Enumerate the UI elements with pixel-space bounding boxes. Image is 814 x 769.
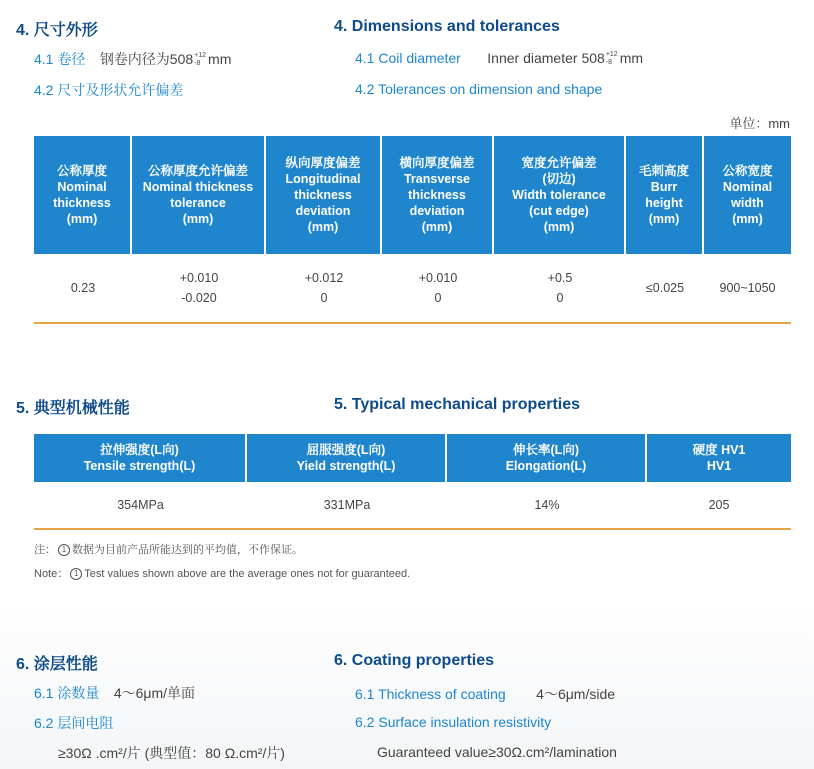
note-en-text: Test values shown above are the average ones not for guaranteed. (84, 568, 411, 580)
header-line: HV1 (706, 459, 732, 473)
header-line: Burr (650, 180, 678, 194)
insulation-resistance-cn-label: 6.2 层间电阻 (34, 715, 114, 731)
coating-thickness-en (355, 684, 615, 704)
table-row (34, 482, 791, 530)
header-line: Width tolerance (512, 188, 606, 202)
header-width-tolerance (494, 136, 626, 254)
cell-line: ≤0.025 (645, 281, 685, 295)
coil-diameter-cn-label: 4.1 卷径 (34, 51, 86, 67)
header-line: 毛刺高度 (638, 164, 689, 178)
coating-thickness-en-value: 4～6μm/side (536, 686, 616, 702)
circled-number: 1 (58, 544, 70, 556)
tol-plus: +12 (605, 50, 618, 58)
header-line: (mm) (182, 212, 214, 226)
table-row (34, 254, 791, 324)
coating-thickness-cn-value: 4～6μm/单面 (113, 685, 196, 701)
tol-minus: -8 (605, 58, 613, 66)
header-line: thickness (294, 188, 352, 202)
header-line: Tensile strength(L) (83, 459, 196, 473)
header-line: width (731, 196, 764, 210)
cell-line: 0 (434, 291, 442, 305)
cell-yield-strength: 331MPa (247, 482, 447, 530)
section-4-title-cn: 4. 尺寸外形 (16, 22, 98, 39)
header-line: (cut edge) (529, 204, 589, 218)
section-6-title-en: 6. Coating properties (334, 652, 495, 669)
note-cn (34, 541, 303, 557)
cell-line: 0 (556, 291, 564, 305)
cell-longitudinal-deviation (266, 254, 382, 324)
cell-width-tolerance (494, 254, 626, 324)
header-line: 伸长率(L向) (513, 443, 579, 457)
header-line: (mm) (732, 212, 763, 226)
header-line: Longitudinal (285, 172, 361, 186)
header-transverse-deviation (382, 136, 494, 254)
header-line: 公称厚度 (56, 164, 107, 178)
cell-line: -0.020 (181, 291, 217, 305)
header-line: Nominal (722, 180, 773, 194)
header-line: 公称厚度允许偏差 (147, 164, 248, 178)
note-cn-prefix: 注： (34, 544, 56, 556)
note-cn-text: 数据为目前产品所能达到的平均值，不作保证。 (72, 544, 303, 556)
cell-line: +0.012 (304, 271, 344, 285)
circled-number: 1 (70, 568, 82, 580)
coil-tolerance-cn (194, 52, 206, 68)
header-burr-height (626, 136, 704, 254)
header-line: (mm) (648, 212, 680, 226)
header-line: (mm) (421, 220, 453, 234)
header-line: Yield strength(L) (296, 459, 396, 473)
header-line: Transverse (403, 172, 471, 186)
cell-thickness-tolerance (132, 254, 266, 324)
insulation-resistivity-en-label: 6.2 Surface insulation resistivity (355, 714, 552, 730)
header-tensile-strength (34, 434, 247, 482)
header-line: (切边) (542, 172, 576, 186)
note-en (34, 565, 410, 581)
header-line: (mm) (307, 220, 339, 234)
cell-line: 0 (320, 291, 328, 305)
header-line: (mm) (66, 212, 98, 226)
coil-diameter-cn-text: 钢卷内径为508 (99, 51, 194, 67)
header-line: 横向厚度偏差 (399, 156, 475, 170)
dimension-tolerance-en: 4.2 Tolerances on dimension and shape (355, 81, 603, 97)
section-6-title-cn: 6. 涂层性能 (16, 656, 98, 673)
header-line: deviation (409, 204, 465, 218)
dimension-table (34, 136, 791, 324)
header-line: deviation (295, 204, 351, 218)
coating-thickness-cn-label: 6.1 涂数量 (34, 685, 100, 701)
tol-minus: -8 (194, 59, 201, 67)
header-longitudinal-deviation (266, 136, 382, 254)
header-hardness (647, 434, 791, 482)
header-line: tolerance (170, 196, 226, 210)
cell-nominal-thickness (34, 254, 132, 324)
section-5-title-cn: 5. 典型机械性能 (16, 400, 130, 417)
coil-diameter-en-text: Inner diameter 508 (487, 50, 605, 66)
cell-line: +0.5 (547, 271, 573, 285)
header-line: Nominal (57, 180, 107, 194)
section-5-title-en: 5. Typical mechanical properties (334, 396, 581, 413)
cell-hardness: 205 (647, 482, 791, 530)
cell-nominal-width (704, 254, 791, 324)
unit-note: 单位：mm (729, 116, 790, 131)
header-line: thickness (53, 196, 111, 210)
header-line: thickness (408, 188, 466, 202)
header-line: (mm) (543, 220, 575, 234)
dimension-tolerance-cn: 4.2 尺寸及形状允许偏差 (34, 82, 184, 98)
header-line: 宽度允许偏差 (521, 156, 597, 170)
cell-transverse-deviation (382, 254, 494, 324)
header-line: Elongation(L) (505, 459, 587, 473)
header-line: 纵向厚度偏差 (285, 156, 361, 170)
header-line: Nominal thickness (142, 180, 254, 194)
cell-elongation: 14% (447, 482, 647, 530)
note-en-prefix: Note： (34, 568, 69, 580)
coil-tolerance-en (606, 51, 618, 67)
header-elongation (447, 434, 647, 482)
coil-diameter-cn (34, 49, 231, 69)
coating-thickness-cn (34, 683, 195, 703)
tol-plus: +12 (194, 51, 207, 59)
cell-line: 0.23 (70, 281, 96, 295)
cell-line: +0.010 (418, 271, 458, 285)
coil-diameter-en (355, 50, 643, 68)
insulation-resistivity-en-value: Guaranteed value≥30Ω.cm²/lamination (377, 744, 617, 760)
header-nominal-width (704, 136, 791, 254)
cell-burr-height (626, 254, 704, 324)
mechanical-table (34, 434, 791, 530)
header-line: 公称宽度 (722, 164, 773, 178)
header-yield-strength (247, 434, 447, 482)
coil-diameter-en-unit: mm (619, 50, 644, 66)
header-line: 拉伸强度(L向) (100, 443, 179, 457)
cell-line: +0.010 (179, 271, 219, 285)
cell-line: 900~1050 (719, 281, 776, 295)
section-4-title-en: 4. Dimensions and tolerances (334, 18, 560, 35)
header-nominal-thickness (34, 136, 132, 254)
coil-diameter-cn-unit: mm (208, 51, 232, 67)
header-thickness-tolerance (132, 136, 266, 254)
insulation-resistance-cn-value: ≥30Ω .cm²/片 (典型值：80 Ω.cm²/片) (58, 745, 285, 761)
header-line: 屈服强度(L向) (306, 443, 386, 457)
header-line: 硬度 HV1 (692, 443, 746, 457)
header-line: height (645, 196, 683, 210)
cell-tensile-strength: 354MPa (34, 482, 247, 530)
coil-diameter-en-label: 4.1 Coil diameter (355, 50, 461, 66)
coating-thickness-en-label: 6.1 Thickness of coating (355, 686, 506, 702)
